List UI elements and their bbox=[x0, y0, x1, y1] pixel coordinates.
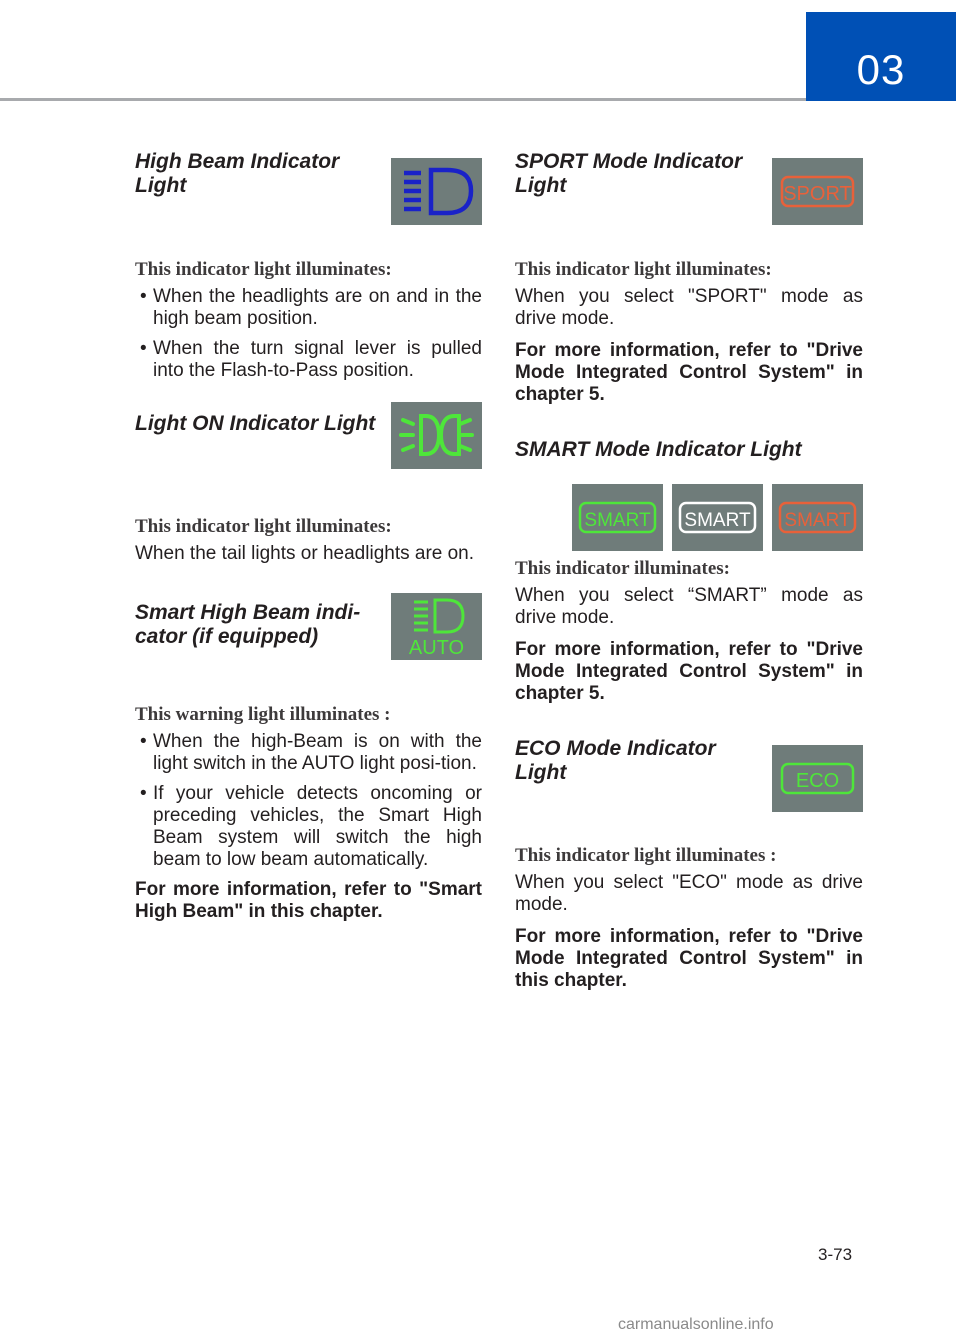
sport-icon-label: SPORT bbox=[783, 183, 852, 205]
light-on-section bbox=[135, 412, 482, 515]
light-on-text: When the tail lights or headlights are on. bbox=[135, 543, 475, 564]
left-column bbox=[135, 150, 482, 929]
smart-mode-icons bbox=[572, 484, 863, 551]
eco-title: ECO Mode Indicator Light bbox=[515, 737, 716, 784]
high-beam-bullets bbox=[135, 286, 482, 382]
sport-note: For more information, refer to "Drive Mode Integrated Control System" in chapter 5. bbox=[515, 340, 863, 405]
smart-title: SMART Mode Indicator Light bbox=[515, 438, 802, 461]
sport-mode-indicator-icon bbox=[772, 158, 863, 225]
eco-note: For more information, refer to "Drive Mode Integrated Control System" in this chapter. bbox=[515, 926, 863, 991]
high-beam-section bbox=[135, 150, 482, 258]
high-beam-title: High Beam Indicator Light bbox=[135, 150, 340, 197]
right-column bbox=[515, 150, 863, 998]
page-number: 3-73 bbox=[818, 1245, 853, 1264]
header-rule bbox=[0, 98, 806, 101]
light-on-indicator-icon bbox=[391, 402, 482, 469]
smart-high-beam-title: Smart High Beam indi-cator (if equipped) bbox=[135, 601, 361, 648]
smart-icon-label: SMART bbox=[684, 510, 751, 531]
smart-mode-green-icon bbox=[572, 484, 663, 551]
list-item: • If your vehicle detects oncoming or preceding vehicles, the Smart High Beam system will switch the high beam to low beam automatically. bbox=[135, 783, 482, 871]
smart-icon-label: SMART bbox=[784, 510, 851, 531]
smart-mode-orange-icon bbox=[772, 484, 863, 551]
eco-icon-label: ECO bbox=[795, 770, 840, 792]
smart-high-beam-subhead: This warning light illuminates : bbox=[135, 704, 391, 725]
light-on-subhead: This indicator light illuminates: bbox=[135, 516, 392, 537]
list-item: • When the headlights are on and in the high beam position. bbox=[135, 286, 482, 330]
high-beam-subhead: This indicator light illuminates: bbox=[135, 259, 392, 280]
list-item: • When the turn signal lever is pulled into the Flash-to-Pass position. bbox=[135, 338, 482, 382]
smart-subhead: This indicator illuminates: bbox=[515, 558, 731, 579]
smart-icon-label: SMART bbox=[584, 510, 651, 531]
smart-high-beam-indicator-icon bbox=[391, 593, 482, 660]
eco-subhead: This indicator light illuminates : bbox=[515, 845, 777, 866]
sport-title: SPORT Mode Indicator Light bbox=[515, 150, 743, 197]
sport-text: When you select "SPORT" mode as drive mode. bbox=[515, 286, 863, 329]
sport-subhead: This indicator light illuminates: bbox=[515, 259, 772, 280]
list-item: • When the high-Beam is on with the light switch in the AUTO light posi-tion. bbox=[135, 731, 482, 775]
smart-high-beam-note: For more information, refer to "Smart High Beam" in this chapter. bbox=[135, 879, 482, 922]
eco-text: When you select "ECO" mode as drive mode. bbox=[515, 872, 863, 915]
auto-icon-label: AUTO bbox=[408, 637, 465, 659]
eco-mode-indicator-icon bbox=[772, 745, 863, 812]
chapter-tab: 03 bbox=[806, 12, 956, 101]
high-beam-indicator-icon bbox=[391, 158, 482, 225]
smart-high-beam-bullets bbox=[135, 731, 482, 871]
smart-note: For more information, refer to "Drive Mode Integrated Control System" in chapter 5. bbox=[515, 639, 863, 704]
smart-mode-white-icon bbox=[672, 484, 763, 551]
sport-section bbox=[515, 150, 863, 258]
eco-section bbox=[515, 737, 863, 844]
light-on-title: Light ON Indicator Light bbox=[135, 412, 376, 435]
smart-high-beam-section bbox=[135, 601, 482, 703]
smart-text: When you select “SMART” mode as drive mode. bbox=[515, 585, 863, 628]
watermark-link[interactable]: carmanualsonline.info bbox=[618, 1316, 774, 1333]
